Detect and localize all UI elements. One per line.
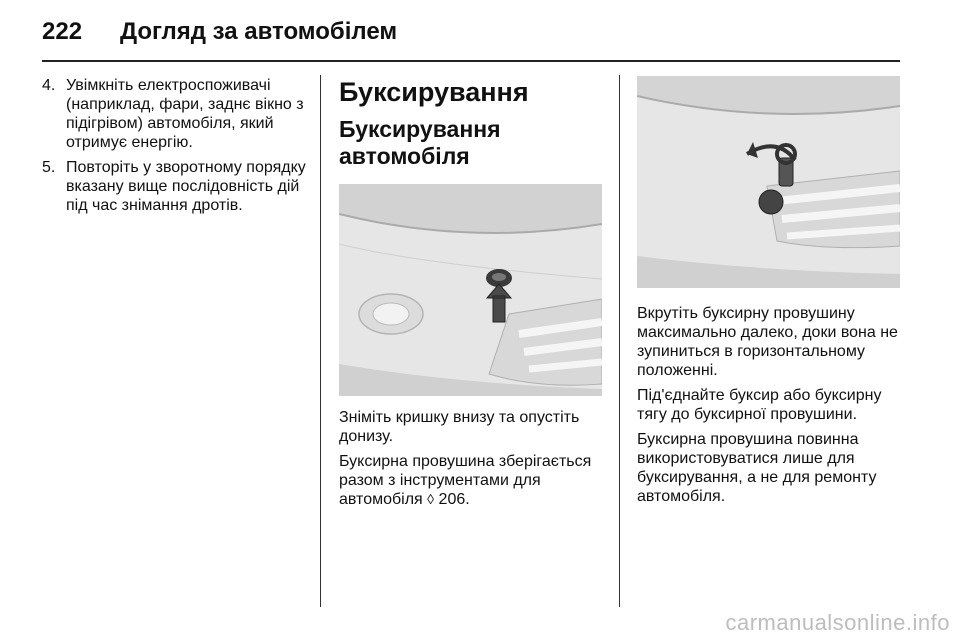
section-heading: Буксирування — [339, 77, 529, 107]
towing-eye-illustration — [637, 76, 900, 288]
paragraph: Під'єднайте буксир або буксирну тягу до буксирної провушини. — [637, 387, 882, 423]
section-subheading: Буксирування автомобіля — [339, 116, 501, 169]
paragraph: Вкрутіть буксирну провушину максимально далеко, доки вона не зупиниться в горизонтальному положенні. — [637, 305, 898, 379]
column-divider-2 — [619, 75, 620, 607]
paragraph-text: Буксирна провушина зберігається разом з інструментами для автомобіля — [339, 453, 592, 508]
column-2 — [339, 76, 604, 515]
list-item-number: 5. — [42, 159, 56, 176]
paragraph: Буксирна провушина повинна використовуватися лише для буксирування, а не для ремонту автомобіля. — [637, 431, 877, 505]
column-1 — [42, 76, 307, 221]
list-item — [42, 76, 307, 152]
page-number: 222 — [42, 18, 83, 45]
list-item-text: Увімкніть електроспоживачі (наприклад, фари, заднє вікно з підігрівом) автомобіля, який отримує енергію. — [66, 77, 304, 151]
paragraph — [339, 452, 604, 509]
column-divider-1 — [320, 75, 321, 607]
arrow-reference-icon: ◊ — [427, 491, 435, 507]
bumper-cover-illustration — [339, 184, 602, 396]
list-item — [42, 158, 307, 215]
column-3 — [637, 76, 902, 512]
list-item-number: 4. — [42, 77, 56, 94]
header-divider — [42, 60, 900, 62]
paragraph: Зніміть кришку внизу та опустіть донизу. — [339, 409, 580, 445]
page-title: Догляд за автомобілем — [120, 18, 398, 45]
page-reference[interactable]: 206. — [438, 491, 470, 508]
list-item-text: Повторіть у зворотному порядку вказану вище послідовність дій під час знімання дротів. — [66, 159, 306, 214]
page-header — [0, 0, 960, 62]
watermark: carmanualsonline.info — [725, 610, 950, 635]
